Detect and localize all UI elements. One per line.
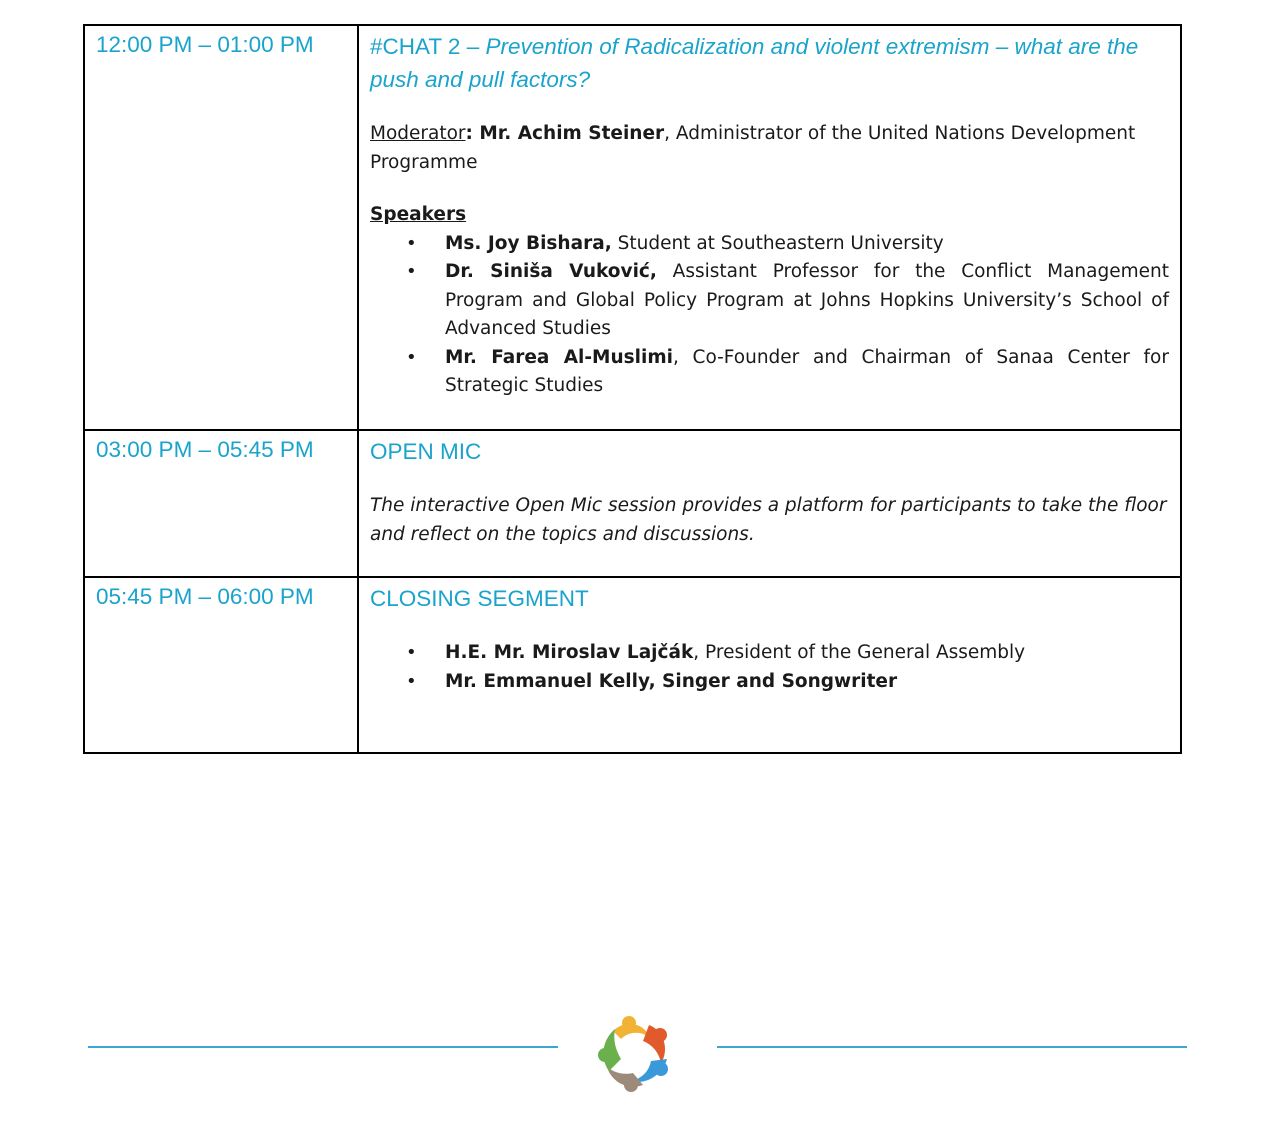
logo-segment <box>607 1067 643 1092</box>
agenda-row <box>84 430 1181 577</box>
speaker-role: , Co-Founder and Chairman of Sanaa Center for Strategic Studies <box>445 346 1169 396</box>
speaker-role: Assistant Professor for the Conflict Management Program and Global Policy Program at Johns Hopkins University’s School of Advanced Studies <box>445 261 1169 339</box>
footer-divider-left <box>88 1046 558 1048</box>
title-prefix: #CHAT 2 – <box>370 34 486 59</box>
list-item <box>370 230 1169 259</box>
session-title: CLOSING SEGMENT <box>370 586 589 611</box>
speaker-list <box>370 639 1169 696</box>
bullet-icon: • <box>406 670 417 692</box>
agenda-table <box>83 24 1182 754</box>
moderator-role: , Administrator of the United Nations Development Programme <box>370 123 1136 173</box>
session-title: OPEN MIC <box>370 439 482 464</box>
speaker-name: Mr. Farea Al-Muslimi <box>445 346 673 368</box>
bullet-icon: • <box>406 261 417 282</box>
logo-segment <box>613 1016 649 1039</box>
speakers-label: Speakers <box>370 204 467 225</box>
bullet-icon: • <box>406 232 417 254</box>
moderator-colon: : <box>465 123 480 144</box>
logo-segment <box>633 1059 668 1082</box>
list-item <box>370 668 1169 697</box>
people-circle-logo-icon <box>590 1008 680 1098</box>
session-title <box>370 30 1169 96</box>
list-item <box>370 344 1169 401</box>
bullet-icon: • <box>406 346 417 368</box>
moderator-name: Mr. Achim Steiner <box>479 123 665 144</box>
logo-segment <box>643 1025 667 1063</box>
time-cell <box>84 430 358 577</box>
speaker-name: H.E. Mr. Miroslav Lajčák <box>445 642 694 663</box>
time-cell <box>84 577 358 753</box>
session-time: 12:00 PM – 01:00 PM <box>96 32 314 57</box>
session-time: 05:45 PM – 06:00 PM <box>96 584 314 609</box>
footer-divider-right <box>717 1046 1187 1048</box>
bullet-icon: • <box>406 642 417 663</box>
speaker-name: Mr. Emmanuel Kelly, Singer and Songwriter <box>445 670 898 692</box>
speaker-list <box>370 230 1169 401</box>
speaker-role: Student at Southeastern University <box>611 232 944 254</box>
list-item <box>370 258 1169 344</box>
content-cell <box>358 577 1181 753</box>
speaker-name: Dr. Siniša Vuković, <box>445 261 657 282</box>
speaker-role: , President of the General Assembly <box>693 642 1026 663</box>
content-cell <box>358 430 1181 577</box>
session-description: The interactive Open Mic session provides a platform for participants to take the floor and reflect on the topics and discussions. <box>370 495 1167 545</box>
moderator-label: Moderator <box>370 123 466 144</box>
moderator-line <box>370 120 1169 177</box>
content-cell <box>358 25 1181 430</box>
time-cell <box>84 25 358 430</box>
session-time: 03:00 PM – 05:45 PM <box>96 437 314 462</box>
speaker-name: Ms. Joy Bishara, <box>445 232 612 254</box>
agenda-row <box>84 25 1181 430</box>
agenda-row <box>84 577 1181 753</box>
title-italic: Prevention of Radicalization and violent extremism – what are the push and pull factors? <box>370 34 1139 92</box>
list-item <box>370 639 1169 668</box>
